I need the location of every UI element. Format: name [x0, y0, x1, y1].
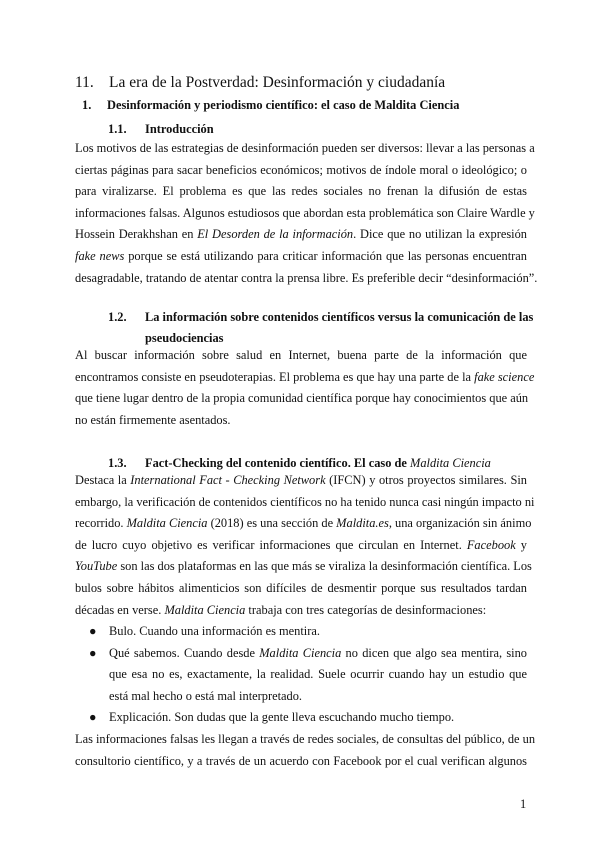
text-line: fake news porque se está utilizando para criticar información que las personas encuentran — [75, 248, 527, 263]
subsection-heading-1-1 — [108, 122, 214, 137]
chapter-title: La era de la Postverdad: Desinformación y ciudadanía — [109, 74, 446, 91]
text-line: informaciones falsas. Algunos estudiosos que abordan esta problemática son Claire Wardle y — [75, 205, 535, 220]
text-line: encontramos consiste en pseudoterapias. El problema es que hay una parte de la fake science — [75, 369, 535, 384]
term-fake-science: fake science — [474, 369, 535, 384]
term-fake-news: fake news — [75, 248, 125, 263]
subsection-title: La información sobre contenidos científicos versus la comunicación de las pseudociencias — [145, 310, 534, 345]
paragraph-pseudociencias — [75, 345, 535, 431]
text-line: desagradable, tratando de atentar contra la prensa libre. Es preferible decir “desinformación”. — [75, 270, 538, 285]
text-line: recorrido. Maldita Ciencia (2018) es una sección de Maldita.es, una organización sin ánimo — [75, 516, 532, 531]
subsection-number: 1.1. — [108, 122, 127, 136]
text-line: YouTube son las dos plataformas en las que más se viraliza la desinformación científica. Los — [75, 559, 532, 574]
chapter-number: 11. — [75, 74, 94, 91]
subsection-title-italic: Maldita Ciencia — [410, 456, 491, 470]
section-title: Desinformación y periodismo científico: el caso de Maldita Ciencia — [107, 98, 460, 112]
categories-list — [75, 621, 527, 729]
subsection-heading-1-2 — [108, 307, 565, 349]
text-line: Los motivos de las estrategias de desinformación pueden ser diversos: llevar a las personas a — [75, 141, 535, 155]
paragraph-continuation — [75, 729, 536, 772]
paragraph-fact-checking — [75, 470, 535, 621]
text-line: Al buscar información sobre salud en Internet, buena parte de la información que — [75, 348, 527, 362]
text-line: embargo, la verificación de contenidos científicos no ha tenido nunca casi ningún impacto ni — [75, 494, 535, 509]
list-item: ● Explicación. Son dudas que la gente lleva escuchando mucho tiempo. — [75, 707, 527, 729]
section-heading — [82, 98, 459, 113]
text-line: consultorio científico, y a través de un acuerdo con Facebook por el cual verifican algunos — [75, 753, 527, 768]
subsection-title: Introducción — [145, 122, 214, 136]
ifcn-name: International Fact - Checking Network — [130, 473, 326, 487]
bullet-icon: ● — [89, 624, 97, 638]
bullet-icon: ● — [89, 710, 97, 725]
list-item: ● Qué sabemos. Cuando desde Maldita Ciencia no dicen que algo sea mentira, sino que esa no es, exactamente, la realidad. Suele ocurrir cuando hay un estudio que está mal hecho o está mal interpretado. — [75, 643, 527, 708]
bullet-icon: ● — [89, 645, 97, 660]
text-line: que tiene lugar dentro de la propia comunidad científica porque hay conocimientos que aún — [75, 391, 529, 406]
text-line: Destaca la International Fact - Checking Network (IFCN) y otros proyectos similares. Sin — [75, 473, 527, 487]
text-line: Hossein Derakhshan en El Desorden de la información. Dice que no utilizan la expresión — [75, 227, 527, 242]
book-title: El Desorden de la información — [197, 227, 354, 242]
paragraph-introduccion — [75, 138, 538, 289]
chapter-heading — [75, 74, 445, 92]
list-item: ● Bulo. Cuando una información es mentira. — [75, 621, 527, 643]
text-line: Las informaciones falsas les llegan a través de redes sociales, de consultas del público, de un — [75, 732, 536, 746]
text-line: bulos sobre hábitos alimenticios son difíciles de desmentir porque sus resultados tardan — [75, 580, 527, 595]
subsection-heading-1-3 — [108, 456, 491, 471]
text-line: de lucro cuyo objetivo es verificar informaciones que circulan en Internet. Facebook y — [75, 537, 527, 552]
text-line: para viralizarse. El problema es que las redes sociales no frenan la difusión de estas — [75, 184, 527, 199]
subsection-number: 1.2. — [108, 310, 127, 324]
text-line: décadas en verse. Maldita Ciencia trabaja con tres categorías de desinformaciones: — [75, 602, 487, 617]
subsection-title: Fact-Checking del contenido científico. El caso de — [145, 456, 410, 470]
section-number: 1. — [82, 98, 92, 112]
subsection-number: 1.3. — [108, 456, 127, 470]
page-number: 1 — [520, 797, 527, 811]
text-line: no están firmemente asentados. — [75, 412, 231, 427]
text-line: ciertas páginas para sacar beneficios económicos; motivos de índole moral o ideológico; o — [75, 162, 527, 177]
